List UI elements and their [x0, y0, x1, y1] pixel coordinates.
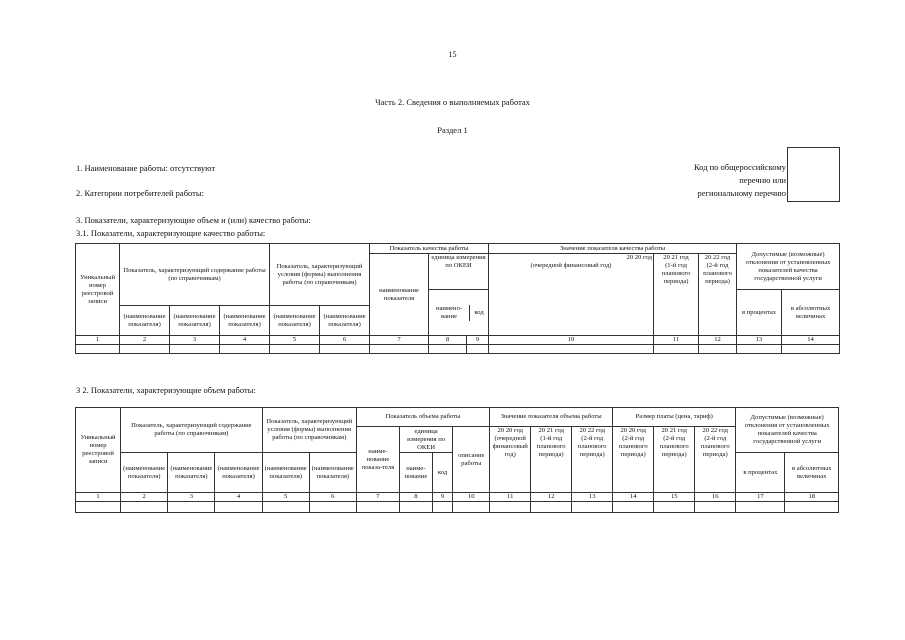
cell[interactable]: [399, 502, 432, 513]
col-num: 15: [654, 493, 695, 502]
cell[interactable]: [699, 345, 737, 354]
table-row: [76, 345, 840, 354]
value-year-1-label: 20 20 год: [497, 427, 523, 434]
unique-number-header: Уникальный номер реестровой записи: [76, 408, 121, 493]
cell[interactable]: [370, 345, 429, 354]
col-num: 11: [490, 493, 531, 502]
year-current-sub: (очередной финансовый год): [530, 262, 612, 269]
col-num: 9: [467, 336, 489, 345]
value-year-3-label: 20 22 год: [579, 427, 605, 434]
indicator-name-header: наименование показателя: [370, 254, 429, 336]
col-num: 14: [782, 336, 840, 345]
col-num: 4: [215, 493, 262, 502]
fee-year-3-label: 20 22 год: [702, 427, 728, 434]
col-num: 8: [399, 493, 432, 502]
volume-value-header: Значение показателя объема работы: [490, 408, 613, 427]
okei-name-header: наимено-вание: [429, 305, 470, 321]
fee-year-2-label: 20 21 год: [661, 427, 687, 434]
fee-header: Размер платы (цена, тариф): [613, 408, 736, 427]
value-year-2-sub: (1-й год планового периода): [536, 435, 566, 458]
cell[interactable]: [613, 502, 654, 513]
content-sub-1: (наименование показателя): [121, 453, 168, 493]
col-num: 9: [432, 493, 453, 502]
fee-year-1-sub: (2-й год планового периода): [618, 435, 648, 458]
volume-table-title: 3 2. Показатели, характеризующие объем работы:: [76, 385, 256, 395]
quality-value-header: Значение показателя качества работы: [489, 244, 737, 254]
cell[interactable]: [215, 502, 262, 513]
deviation-header: Допустимые (возможные) отклонения от установленных показателей качества государственной услуги: [736, 408, 839, 453]
col-num: 1: [76, 336, 120, 345]
value-year-1: [490, 427, 531, 493]
value-year-3: [572, 427, 613, 493]
quality-table-title: 3.1. Показатели, характеризующие качество работы:: [76, 228, 266, 238]
content-sub-2: (наименование показателя): [168, 453, 215, 493]
col-num: 5: [262, 493, 309, 502]
content-sub-2: (наименование показателя): [170, 306, 220, 336]
okei-subcells: [429, 290, 489, 336]
cell[interactable]: [270, 345, 320, 354]
cell[interactable]: [453, 502, 490, 513]
value-year-3-sub: (2-й год планового периода): [577, 435, 607, 458]
value-year-2: [531, 427, 572, 493]
unique-number-header: Уникальный номер реестровой записи: [76, 244, 120, 336]
col-num: 12: [699, 336, 737, 345]
okei-code-header: код: [470, 305, 489, 321]
cell[interactable]: [120, 345, 170, 354]
okei-unit-header: единица измерения по ОКЕИ: [399, 427, 452, 453]
fee-year-3-sub: (2-й год планового периода): [700, 435, 730, 458]
cell[interactable]: [654, 502, 695, 513]
code-label-line: региональному перечню: [697, 188, 786, 198]
cell[interactable]: [695, 502, 736, 513]
conditions-sub-2: (наименование показателя): [309, 453, 356, 493]
work-name-field: 1. Наименование работы: отсутствуют: [76, 163, 216, 173]
cell[interactable]: [76, 345, 120, 354]
year-plan1-sub: (1-й год планового периода): [661, 262, 691, 285]
consumers-field: 2. Категории потребителей работы:: [76, 188, 204, 198]
indicators-heading: 3. Показатели, характеризующие объем и (или) качество работы:: [76, 215, 311, 225]
content-indicator-header: Показатель, характеризующий содержание работы (по справочникам): [121, 408, 262, 453]
cell[interactable]: [356, 502, 399, 513]
table-row: [76, 502, 839, 513]
col-num: 6: [309, 493, 356, 502]
code-label: [640, 161, 786, 200]
code-label-line: Код по общероссийскому: [693, 162, 786, 172]
cell[interactable]: [785, 502, 839, 513]
col-num: 2: [121, 493, 168, 502]
cell[interactable]: [736, 502, 785, 513]
cell[interactable]: [262, 502, 309, 513]
col-num: 18: [785, 493, 839, 502]
col-num: 1: [76, 493, 121, 502]
col-num: 17: [736, 493, 785, 502]
content-indicator-header: Показатель, характеризующий содержание работы (по справочникам): [120, 244, 270, 306]
col-num: 8: [429, 336, 467, 345]
deviation-percent-header: в процентах: [737, 290, 782, 336]
conditions-indicator-header: Показатель, характеризующий условия (формы) выполнения работы (по справочникам): [270, 244, 370, 306]
col-num: 12: [531, 493, 572, 502]
cell[interactable]: [490, 502, 531, 513]
content-sub-3: (наименование показателя): [220, 306, 270, 336]
col-num: 7: [370, 336, 429, 345]
volume-table: [75, 407, 839, 513]
cell[interactable]: [309, 502, 356, 513]
col-num: 10: [453, 493, 490, 502]
part-title: Часть 2. Сведения о выполняемых работах: [375, 97, 530, 107]
col-num: 4: [220, 336, 270, 345]
cell[interactable]: [220, 345, 270, 354]
work-description-header: описание работы: [453, 427, 490, 493]
cell[interactable]: [782, 345, 840, 354]
deviation-header: Допустимые (возможные) отклонения от установленных показателей качества государственной услуги: [737, 244, 840, 290]
cell[interactable]: [170, 345, 220, 354]
volume-indicator-header: Показатель объема работы: [356, 408, 489, 427]
col-num: 10: [489, 336, 654, 345]
fee-year-1: [613, 427, 654, 493]
cell[interactable]: [432, 502, 453, 513]
quality-indicator-header: Показатель качества работы: [370, 244, 489, 254]
col-num: 14: [613, 493, 654, 502]
fee-year-2-sub: (2-й год планового периода): [659, 435, 689, 458]
indicator-name-header: наиме-нование показа-теля: [356, 427, 399, 493]
code-input-box[interactable]: [787, 147, 840, 202]
cell[interactable]: [168, 502, 215, 513]
year-plan1-header: [654, 254, 699, 336]
cell[interactable]: [737, 345, 782, 354]
col-num: 16: [695, 493, 736, 502]
year-plan2-sub: (2-й год планового периода): [703, 262, 732, 285]
value-year-2-label: 20 21 год: [538, 427, 564, 434]
col-num: 13: [572, 493, 613, 502]
cell[interactable]: [429, 345, 467, 354]
col-num: 3: [168, 493, 215, 502]
conditions-sub-1: (наименование показателя): [262, 453, 309, 493]
deviation-percent-header: в процентах: [736, 453, 785, 493]
content-sub-3: (наименование показателя): [215, 453, 262, 493]
cell[interactable]: [489, 345, 654, 354]
year-plan2-label: 20 22 год: [704, 254, 731, 261]
fee-year-2: [654, 427, 695, 493]
col-num: 11: [654, 336, 699, 345]
cell[interactable]: [467, 345, 489, 354]
col-num: 3: [170, 336, 220, 345]
col-num: 2: [120, 336, 170, 345]
content-sub-1: (наименование показателя): [120, 306, 170, 336]
col-num: 13: [737, 336, 782, 345]
cell[interactable]: [320, 345, 370, 354]
okei-name-header: наиме-нование: [399, 453, 432, 493]
cell[interactable]: [121, 502, 168, 513]
cell[interactable]: [76, 502, 121, 513]
okei-unit-header: единица измерения по ОКЕИ: [429, 254, 489, 290]
col-num: 7: [356, 493, 399, 502]
conditions-sub-2: (наименование показателя): [320, 306, 370, 336]
deviation-absolute-header: в абсолютных величинах: [785, 453, 839, 493]
column-numbers-row: [76, 493, 839, 502]
cell[interactable]: [531, 502, 572, 513]
okei-code-header: код: [432, 453, 453, 493]
section-title: Раздел 1: [437, 125, 468, 135]
conditions-sub-1: (наименование показателя): [270, 306, 320, 336]
year-plan2-header: [699, 254, 737, 336]
quality-table: [75, 243, 840, 354]
conditions-indicator-header: Показатель, характеризующий условия (формы) выполнения работы (по справочникам): [262, 408, 356, 453]
col-num: 6: [320, 336, 370, 345]
code-label-line: перечню или: [739, 175, 786, 185]
value-year-1-sub: (очередной финансовый год): [492, 435, 528, 458]
cell[interactable]: [654, 345, 699, 354]
deviation-absolute-header: в абсолютных величинах: [782, 290, 840, 336]
fee-year-1-label: 20 20 год: [620, 427, 646, 434]
page-number: 15: [448, 50, 457, 59]
column-numbers-row: [76, 336, 840, 345]
fee-year-3: [695, 427, 736, 493]
cell[interactable]: [572, 502, 613, 513]
year-current-header: [489, 254, 654, 336]
col-num: 5: [270, 336, 320, 345]
year-plan1-label: 20 21 год: [663, 254, 689, 261]
year-current-label: 20 20 год: [626, 254, 653, 261]
